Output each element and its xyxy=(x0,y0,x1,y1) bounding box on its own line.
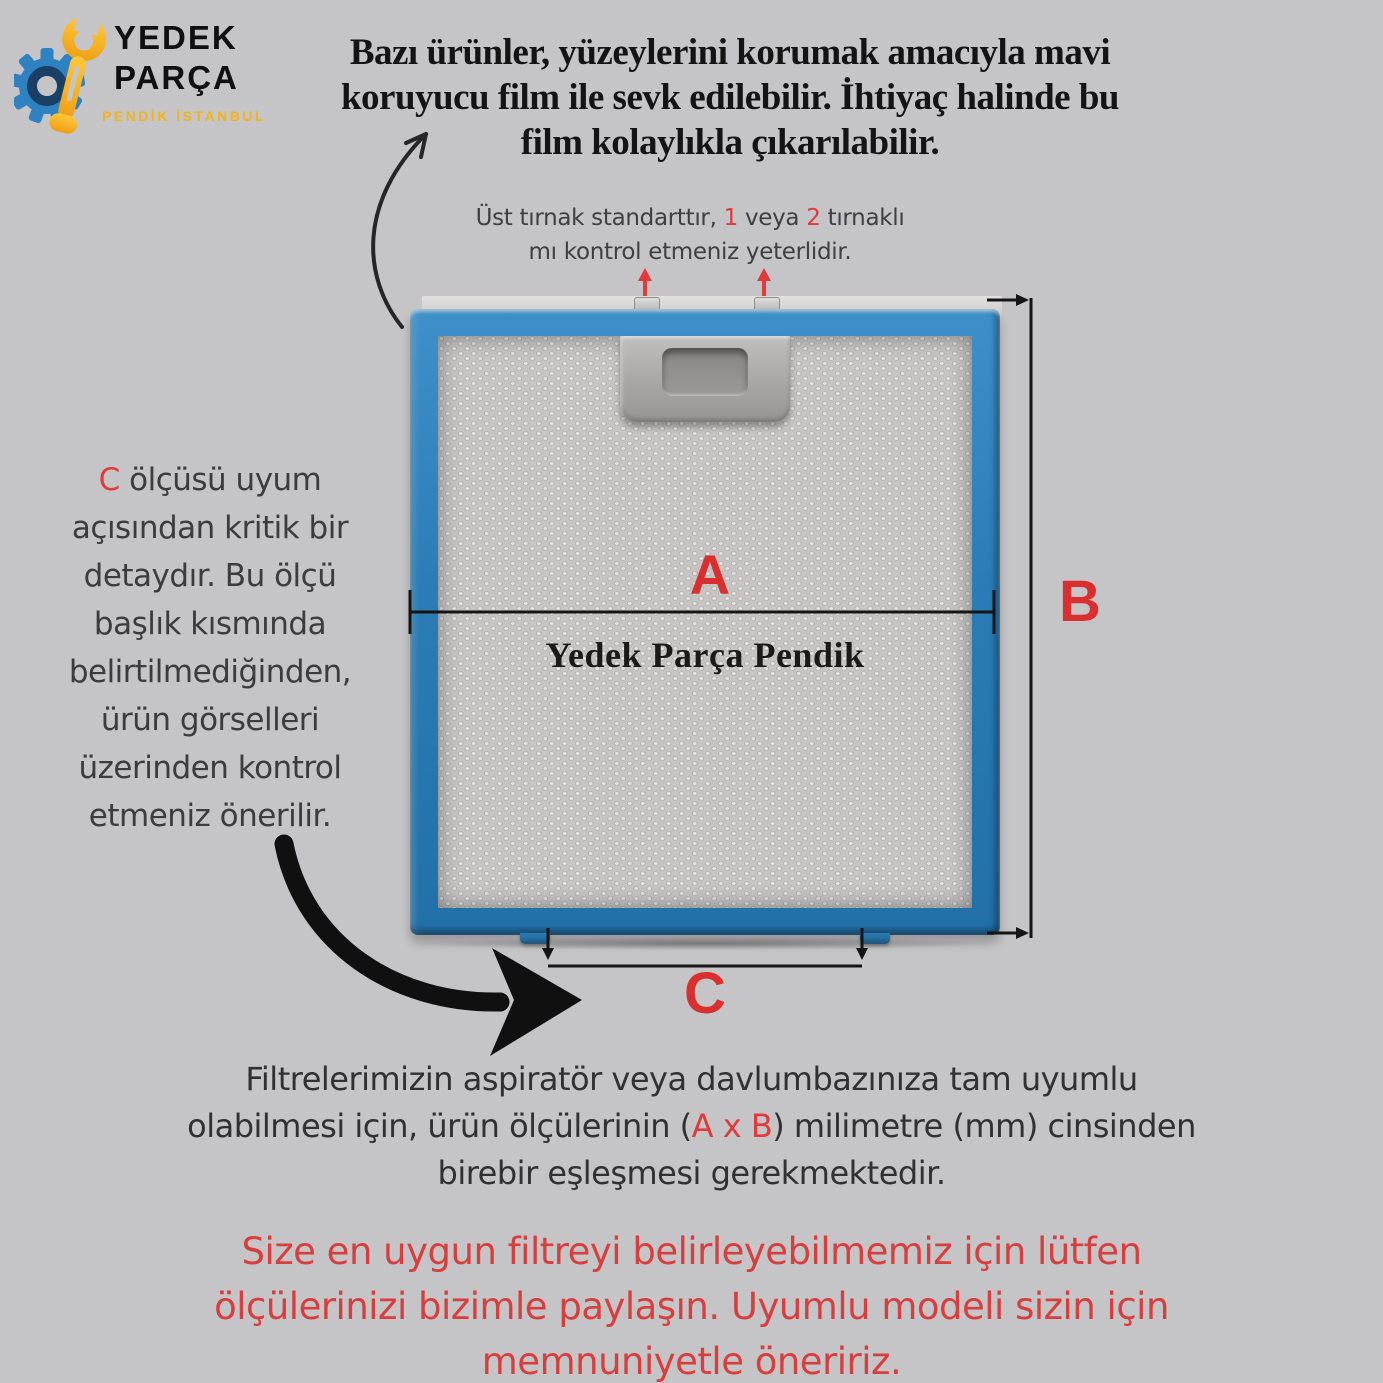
fit-requirement-note xyxy=(40,1056,1343,1197)
left-note-line: ürün görselleri xyxy=(100,702,320,738)
c-letter: C xyxy=(98,462,120,498)
brand-logo xyxy=(14,12,314,147)
filter-handle xyxy=(620,336,790,422)
tab-note-line2: mı kontrol etmeniz yeterlidir. xyxy=(528,239,852,265)
filter-watermark: Yedek Parça Pendik xyxy=(545,635,865,675)
left-note-line: başlık kısmında xyxy=(93,606,327,642)
notice-line: film kolaylıkla çıkarılabilir. xyxy=(520,122,940,163)
left-note-line: üzerinden kontrol xyxy=(78,750,342,786)
tab-note-line1: Üst tırnak standarttır, 1 veya 2 tırnaklı xyxy=(475,205,905,231)
cta-line: memnuniyetle öneririz. xyxy=(481,1340,902,1383)
brand-name-line2: PARÇA xyxy=(114,59,239,96)
left-note-line: detaydır. Bu ölçü xyxy=(83,558,337,594)
big-curved-arrow-icon xyxy=(262,832,602,1060)
brand-name-line1: YEDEK xyxy=(114,19,238,56)
tab-count-2: 2 xyxy=(806,205,821,231)
a-x-b-text: A x B xyxy=(691,1107,773,1145)
fit-note-line2: olabilmesi için, ürün ölçülerinin (A x B) milimetre (mm) cinsinden xyxy=(187,1107,1196,1145)
cta-line: Size en uygun filtreyi belirleyebilmemiz için lütfen xyxy=(241,1230,1142,1273)
left-note-line1: C ölçüsü uyum xyxy=(98,462,322,498)
fit-note-line1: Filtrelerimizin aspiratör veya davlumbazınıza tam uyumlu xyxy=(245,1060,1138,1098)
notice-line: koruyucu film ile sevk edilebilir. İhtiyaç halinde bu xyxy=(340,77,1120,118)
filter-handle-recess xyxy=(662,348,748,396)
left-note-line: belirtilmediğinden, xyxy=(68,654,352,690)
dim-b-label: B xyxy=(1059,569,1101,634)
share-measurements-cta xyxy=(40,1224,1343,1383)
fit-note-line3: birebir eşleşmesi gerekmektedir. xyxy=(437,1154,946,1192)
notice-line: Bazı ürünler, yüzeylerini korumak amacıyla mavi xyxy=(349,32,1111,73)
left-note-line: etmeniz önerilir. xyxy=(88,798,332,834)
dim-c-label: C xyxy=(684,961,726,1026)
gear-wrench-icon xyxy=(14,12,118,146)
tab-count-1: 1 xyxy=(723,205,738,231)
tab-count-note xyxy=(430,201,950,269)
c-dimension-note xyxy=(15,456,405,840)
cta-line: ölçülerinizi bizimle paylaşın. Uyumlu modeli sizin için xyxy=(214,1285,1169,1328)
brand-subtitle: PENDİK İSTANBUL xyxy=(102,108,267,124)
dim-a-label: A xyxy=(689,543,731,606)
left-note-line: açısından kritik bir xyxy=(71,510,349,546)
